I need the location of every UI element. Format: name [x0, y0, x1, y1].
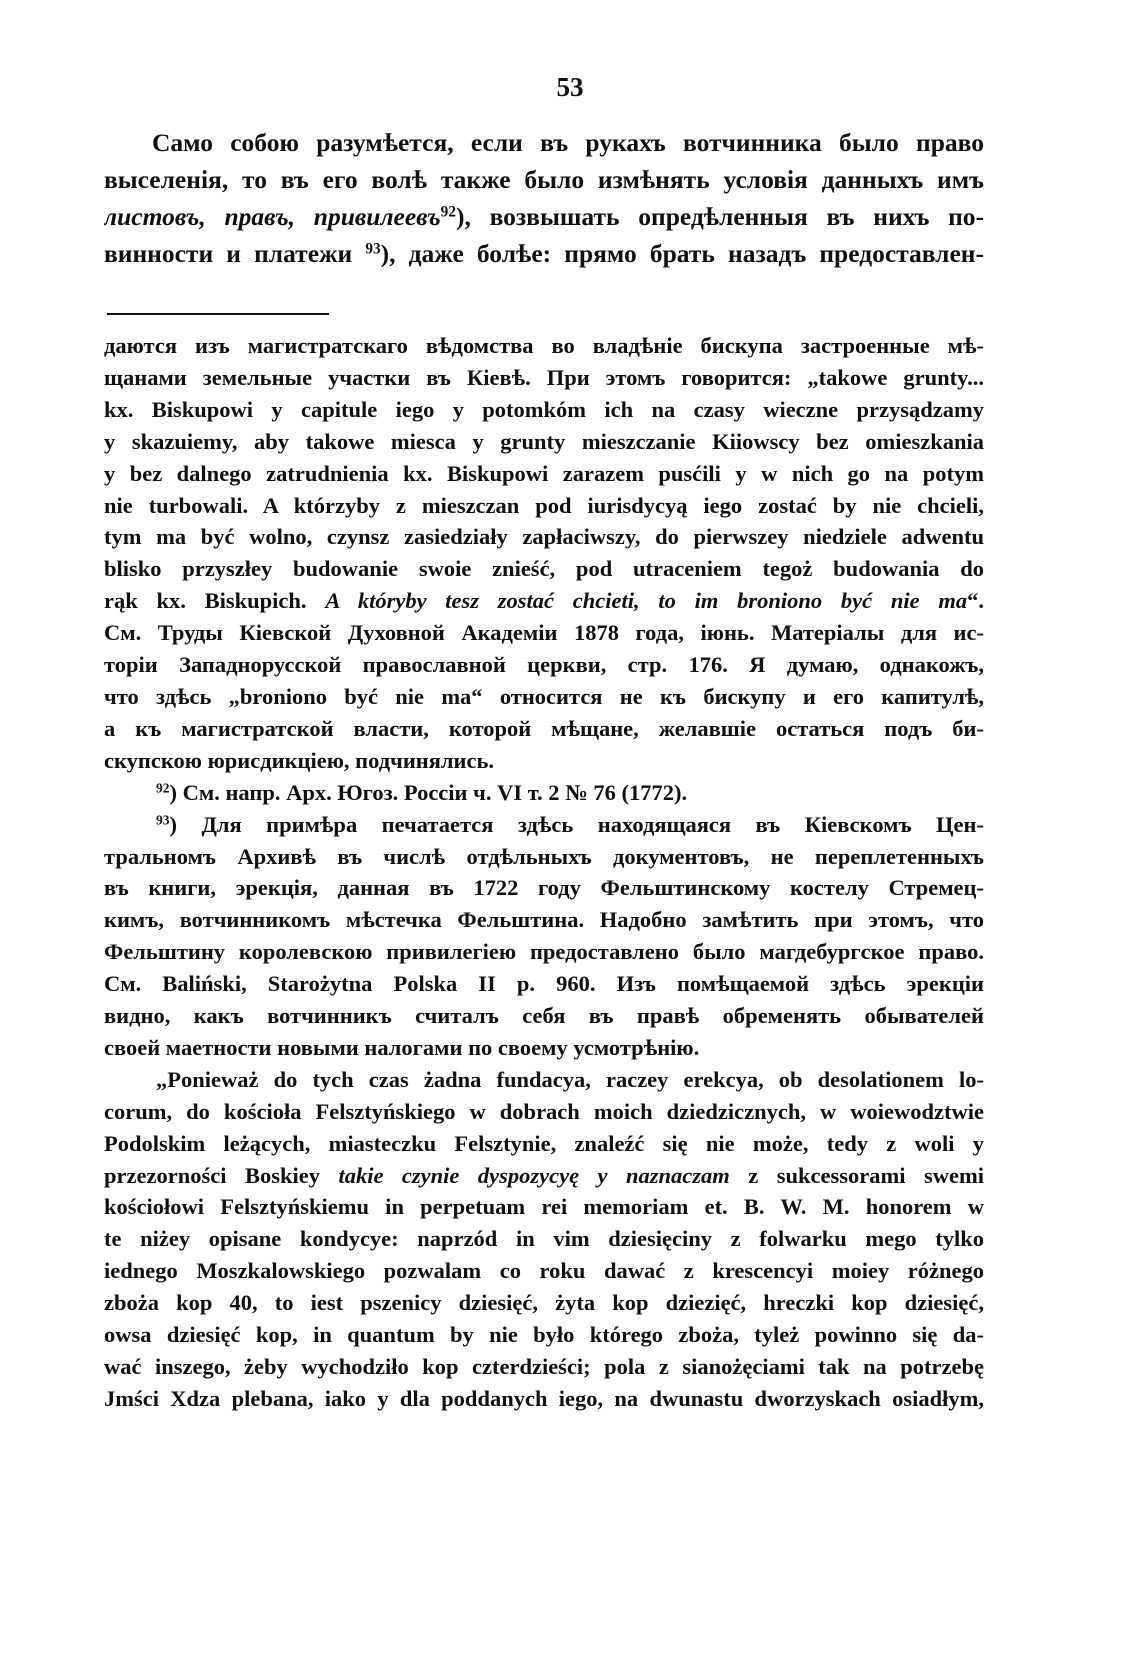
footnote-line: См. Труды Кіевской Духовной Академіи 1878 года, іюнь. Матеріалы для ис- [104, 620, 984, 646]
main-line: Само собою разумѣется, если въ рукахъ вотчинника было право [152, 128, 984, 157]
document-line: zboża kop 40, to iest pszenicy dziesięć, żyta kop dziezięć, hreczki kop dziesięć, [104, 1290, 984, 1316]
footnote-92-text: ) См. напр. Арх. Югоз. Россіи ч. VI т. 2 № 76 (1772). [169, 779, 688, 805]
main-line: выселенія, то въ его волѣ также было измѣнять условія данныхъ имъ [104, 165, 984, 194]
footnote-line: kx. Biskupowi y capitule iego y potomkóm ich na czasy wieczne przysądzamy [104, 396, 984, 422]
footnote-line: тральномъ Архивѣ въ числѣ отдѣльныхъ документовъ, не переплетенныхъ [104, 843, 984, 869]
footnote-line: торіи Западнорусской православной церкви, стр. 176. Я думаю, однакожъ, [104, 652, 984, 678]
main-line [104, 235, 984, 272]
main-text [104, 124, 984, 272]
main-italic-phrase: листовъ, правъ, привилеевъ [104, 202, 441, 231]
document-line: owsa dziesięć kop, in quantum by nie było którego zboża, tyleż powinno się da- [104, 1322, 984, 1348]
footnote-ref-92[interactable]: 92 [440, 203, 456, 221]
footnote-line-start: rąk kx. Biskupich. [104, 588, 326, 614]
footnote-93 [104, 809, 984, 841]
footnote-92 [104, 777, 984, 809]
document-line: „Ponieważ do tych czas żadna fundacya, raczey erekcya, ob desolationem lo- [156, 1066, 984, 1092]
page-number: 53 [556, 72, 584, 102]
footnote-separator [107, 313, 329, 315]
main-line-start: винности и платежи [104, 239, 353, 268]
footnote-marker-92: 92 [156, 780, 170, 796]
footnote-italic-phrase: A któryby tesz zostać chcieti, to im broniono być nie ma [325, 588, 968, 614]
footnote-line: даются изъ магистратскаго вѣдомства во владѣніе бискупа застроенные мѣ- [104, 333, 984, 358]
footnote-line: y skazuiemy, aby takowe miesca y grunty mieszczanie Kiiowscy bez omieszkania [104, 428, 984, 454]
document-line: Jmści Xdza plebana, iako y dla poddanych iego, na dwunastu dworzyskach osiadłym, [104, 1385, 984, 1411]
document-line: Podolskim leżących, miasteczku Felsztynie, znaleźć się nie może, tedy z woli y [104, 1130, 984, 1156]
footnote-line: а къ магистратской власти, которой мѣщане, желавшіе остаться подъ би- [104, 715, 984, 741]
document-italic-phrase: takie czynie dyspozycyę y naznaczam [338, 1162, 730, 1188]
footnotes [104, 330, 984, 1415]
document-line: wać inszego, żeby wychodziło kop czterdzieści; pola z sianożęciami tak na potrzebę [104, 1354, 984, 1379]
footnote-line: видно, какъ вотчинникъ считалъ себя въ правѣ обременять обывателей [104, 1003, 984, 1029]
footnote-line: своей маетности новыми налогами по своему усмотрѣнію. [104, 1034, 700, 1060]
document-line [104, 1160, 984, 1192]
main-line-rest: ), даже болѣе: прямо брать назадъ предоставлен- [380, 239, 984, 268]
footnote-marker-93: 93 [156, 812, 170, 828]
footnote-line: y bez dalnego zatrudnienia kx. Biskupowi zarazem pusćili y w nich go na potym [104, 460, 984, 486]
main-line [104, 198, 984, 235]
document-line: te niżey opisane kondycye: naprzód in vim dziesięciny z folwarku mego tylko [104, 1226, 984, 1252]
footnote-line [104, 585, 984, 617]
footnote-line: скупскою юрисдикціею, подчинялись. [104, 747, 495, 773]
footnote-line: кимъ, вотчинникомъ мѣстечка Фельштина. Надобно замѣтить при этомъ, что [104, 907, 984, 933]
footnote-line: nie turbowali. A którzyby z mieszczan pod iurisdycyą iego zostać by nie chcieli, [104, 492, 984, 518]
footnote-line-end: “. [967, 588, 984, 614]
footnote-line: Фельштину королевскою привилегіею предоставлено было магдебургское право. [104, 939, 984, 965]
document-line: kościołowi Felsztyńskiemu in perpetuam rei memoriam et. B. W. M. honorem w [104, 1194, 984, 1220]
footnote-line: См. Baliński, Starożytna Polska II p. 960. Изъ помѣщаемой здѣсь эрекціи [104, 971, 984, 997]
document-line-end: z sukcessorami swemi [729, 1162, 984, 1188]
document-line: corum, do kościoła Felsztyńskiego w dobrach moich dziedzicznych, w woiewodztwie [104, 1098, 984, 1124]
document-line-start: przezorności Boskiey [104, 1162, 339, 1188]
main-line-rest: ), возвышать опредѣленныя въ нихъ по- [455, 202, 984, 231]
footnote-line: что здѣсь „broniono być nie ma“ относится не къ бискупу и его капитулѣ, [104, 683, 984, 709]
footnote-line: tym ma być wolno, czynsz zasiedziały zapłaciwszy, do pierwszey niedziele adwentu [104, 524, 984, 550]
document-line: iednego Moszkalowskiego pozwalam co roku dawać z krescencyi moiey różnego [104, 1258, 984, 1284]
footnote-line: щанами земельные участки въ Кіевѣ. При этомъ говорится: „takowe grunty... [104, 364, 984, 390]
footnote-line: въ книги, эрекція, данная въ 1722 году Фельштинскому костелу Стремец- [104, 875, 984, 901]
footnote-93-text: ) Для примѣра печатается здѣсь находящаяся въ Кіевскомъ Цен- [169, 811, 984, 837]
footnote-ref-93[interactable]: 93 [365, 240, 381, 258]
footnote-line: blisko przyszłey budowanie swoie znieść, pod utraceniem tegoż budowania do [104, 556, 984, 582]
